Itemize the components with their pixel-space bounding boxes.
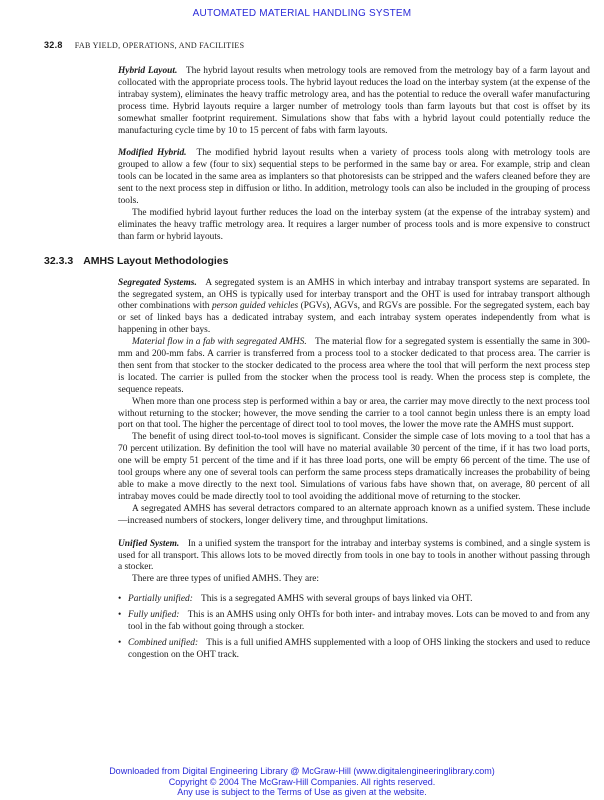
segregated-text-emphasis: person guided vehicles [211,301,299,312]
hybrid-layout-heading: Hybrid Layout. [118,66,178,76]
material-flow-paragraph [118,337,590,397]
material-flow-text: The material flow for a segregated system is essentially the same in 300-mm and 200-mm fabs. A carrier is transferred from a process tool to a stocker dedicated to that process area. The carrier is then sent from that stocker to the stocker dedicated to the process area where the tool that will perform the next process step is located. The carrier is pulled from the stocker when the process tool is ready. When the process step is complete, the sequence repeats. [118,337,590,395]
footer-copyright: Copyright © 2004 The McGraw-Hill Companies. All rights reserved. [168,776,436,787]
segregated-systems-paragraph [118,278,590,338]
page-number: 32.8 [44,40,63,50]
list-item-term: Fully unified: [128,610,180,621]
list-item-text: This is a full unified AMHS supplemented with a loop of OHS linking the stockers and used to reduce congestion on the OHT track. [128,637,590,660]
segregated-text-a: A segregated system is an AMHS in which interbay and intrabay transport systems are separated. In the segregated system, an OHS is typically used for interbay transport and the OHT is used for intrabay transport although other combinations with [118,277,590,312]
unified-system-text: In a unified system the transport for the intrabay and interbay systems is combined, and a single system is used for all transport. This allows lots to be moved directly from tools in one bay to tools in another without passing through a stocker. [118,538,591,573]
unified-system-paragraph [118,539,590,575]
material-flow-heading: Material flow in a fab with segregated AMHS. [132,337,307,348]
list-item-text: This is an AMHS using only OHTs for both inter- and intrabay moves. Lots can be moved to and from any tool in the fab without going through a stocker. [128,610,590,633]
list-item-term: Partially unified: [128,594,193,605]
list-item [118,610,590,634]
hybrid-layout-text: The hybrid layout results when metrology tools are removed from the metrology bay of a farm layout and collocated with the appropriate process tools. The hybrid layout reduces the load on the interbay system (at the expense of the intrabay system), eliminates the heavy traffic metrology area, and has the potential to reduce the overall wafer manufacturing process time. Hybrid layouts require a larger number of metrology tools than farm layouts but that cost is offset by its somewhat smaller footprint requirement. Simulations show that fabs with a hybrid layout could potentially reduce the manufacturing cycle time by 10 to 15 percent of fabs with farm layouts. [118,66,590,136]
detractors-paragraph: A segregated AMHS has several detractors compared to an alternate approach known as a unified system. These include—increased numbers of stockers, longer delivery time, and throughput limitations. [118,503,590,526]
section-title: AMHS Layout Methodologies [83,254,229,267]
unified-intro: There are three types of unified AMHS. They are: [132,574,319,585]
direct-move-paragraph: When more than one process step is performed within a bay or area, the carrier may move directly to the next process tool without returning to the stocker; however, the move sending the carrier to a tool cannot begin unless there is an empty load port on that tool. The higher the percentage of direct tool to tool moves, the lower the move rate the AMHS must support. [118,396,590,431]
footer [0,766,604,798]
modified-hybrid-text: The modified hybrid layout results when a variety of process tools along with metrology tools are grouped to allow a few (four to six) sequential steps to be performed in the same bay or area. For example, strip and clean tools can be located in the same area as implanters so that photoresists can be stripped and the wafers cleaned before they are sent to the next process step in diffusion or litho. In addition, metrology tools can also be included in the grouping of process tools. [118,148,590,207]
unified-types-list [118,594,590,662]
footer-download-link[interactable]: Downloaded from Digital Engineering Library @ McGraw-Hill (www.digitalengineeringlibrary.com) [109,766,495,776]
hybrid-layout-paragraph [118,66,590,137]
top-banner: AUTOMATED MATERIAL HANDLING SYSTEM [192,8,412,19]
modified-hybrid-paragraph [118,148,590,208]
unified-system-heading: Unified System. [118,538,180,549]
section-heading [44,256,590,268]
segregated-text-b: (PGVs), AGVs, and RGVs are possible. For the segregated system, each bay or set of linked bays has a dedicated intrabay system, and each intrabay system operates independently from what is happening in other bays. [118,301,590,336]
list-item-text: This is a segregated AMHS with several groups of bays linked via OHT. [201,594,473,605]
modified-hybrid-paragraph-2: The modified hybrid layout further reduces the load on the interbay system (at the expense of the intrabay system) and eliminates the heavy traffic metrology area. It requires a larger number of process tools and is more expensive to construct than farm or hybrid layouts. [118,207,590,242]
segregated-systems-heading: Segregated Systems. [118,277,197,288]
running-head-title: FAB YIELD, OPERATIONS, AND FACILITIES [74,41,245,50]
tool-to-tool-paragraph: The benefit of using direct tool-to-tool moves is significant. Consider the simple case of lots moving to a tool that has a 70 percent utilization. By definition the tool will have no material available 30 percent of the time, if it has two load ports, one will be empty 51 percent of the time and if it has three load ports, one will be empty 66 percent of the time. The use of tool groups where any one of several tools can perform the same process steps dramatically increases the probability of being able to make a move directly to the next tool. Simulations of various fabs have shown that, on average, 80 percent of all intrabay moves could be made directly tool to tool avoiding the additional move of returning to the stocker. [118,432,590,502]
modified-hybrid-heading: Modified Hybrid. [118,148,187,159]
running-head [44,40,244,50]
list-item [118,594,590,606]
section-number: 32.3.3 [44,254,74,267]
list-item [118,638,590,662]
list-item-term: Combined unified: [128,637,199,648]
page-body [44,66,591,666]
footer-terms-link[interactable]: Any use is subject to the Terms of Use as given at the website. [177,787,427,797]
